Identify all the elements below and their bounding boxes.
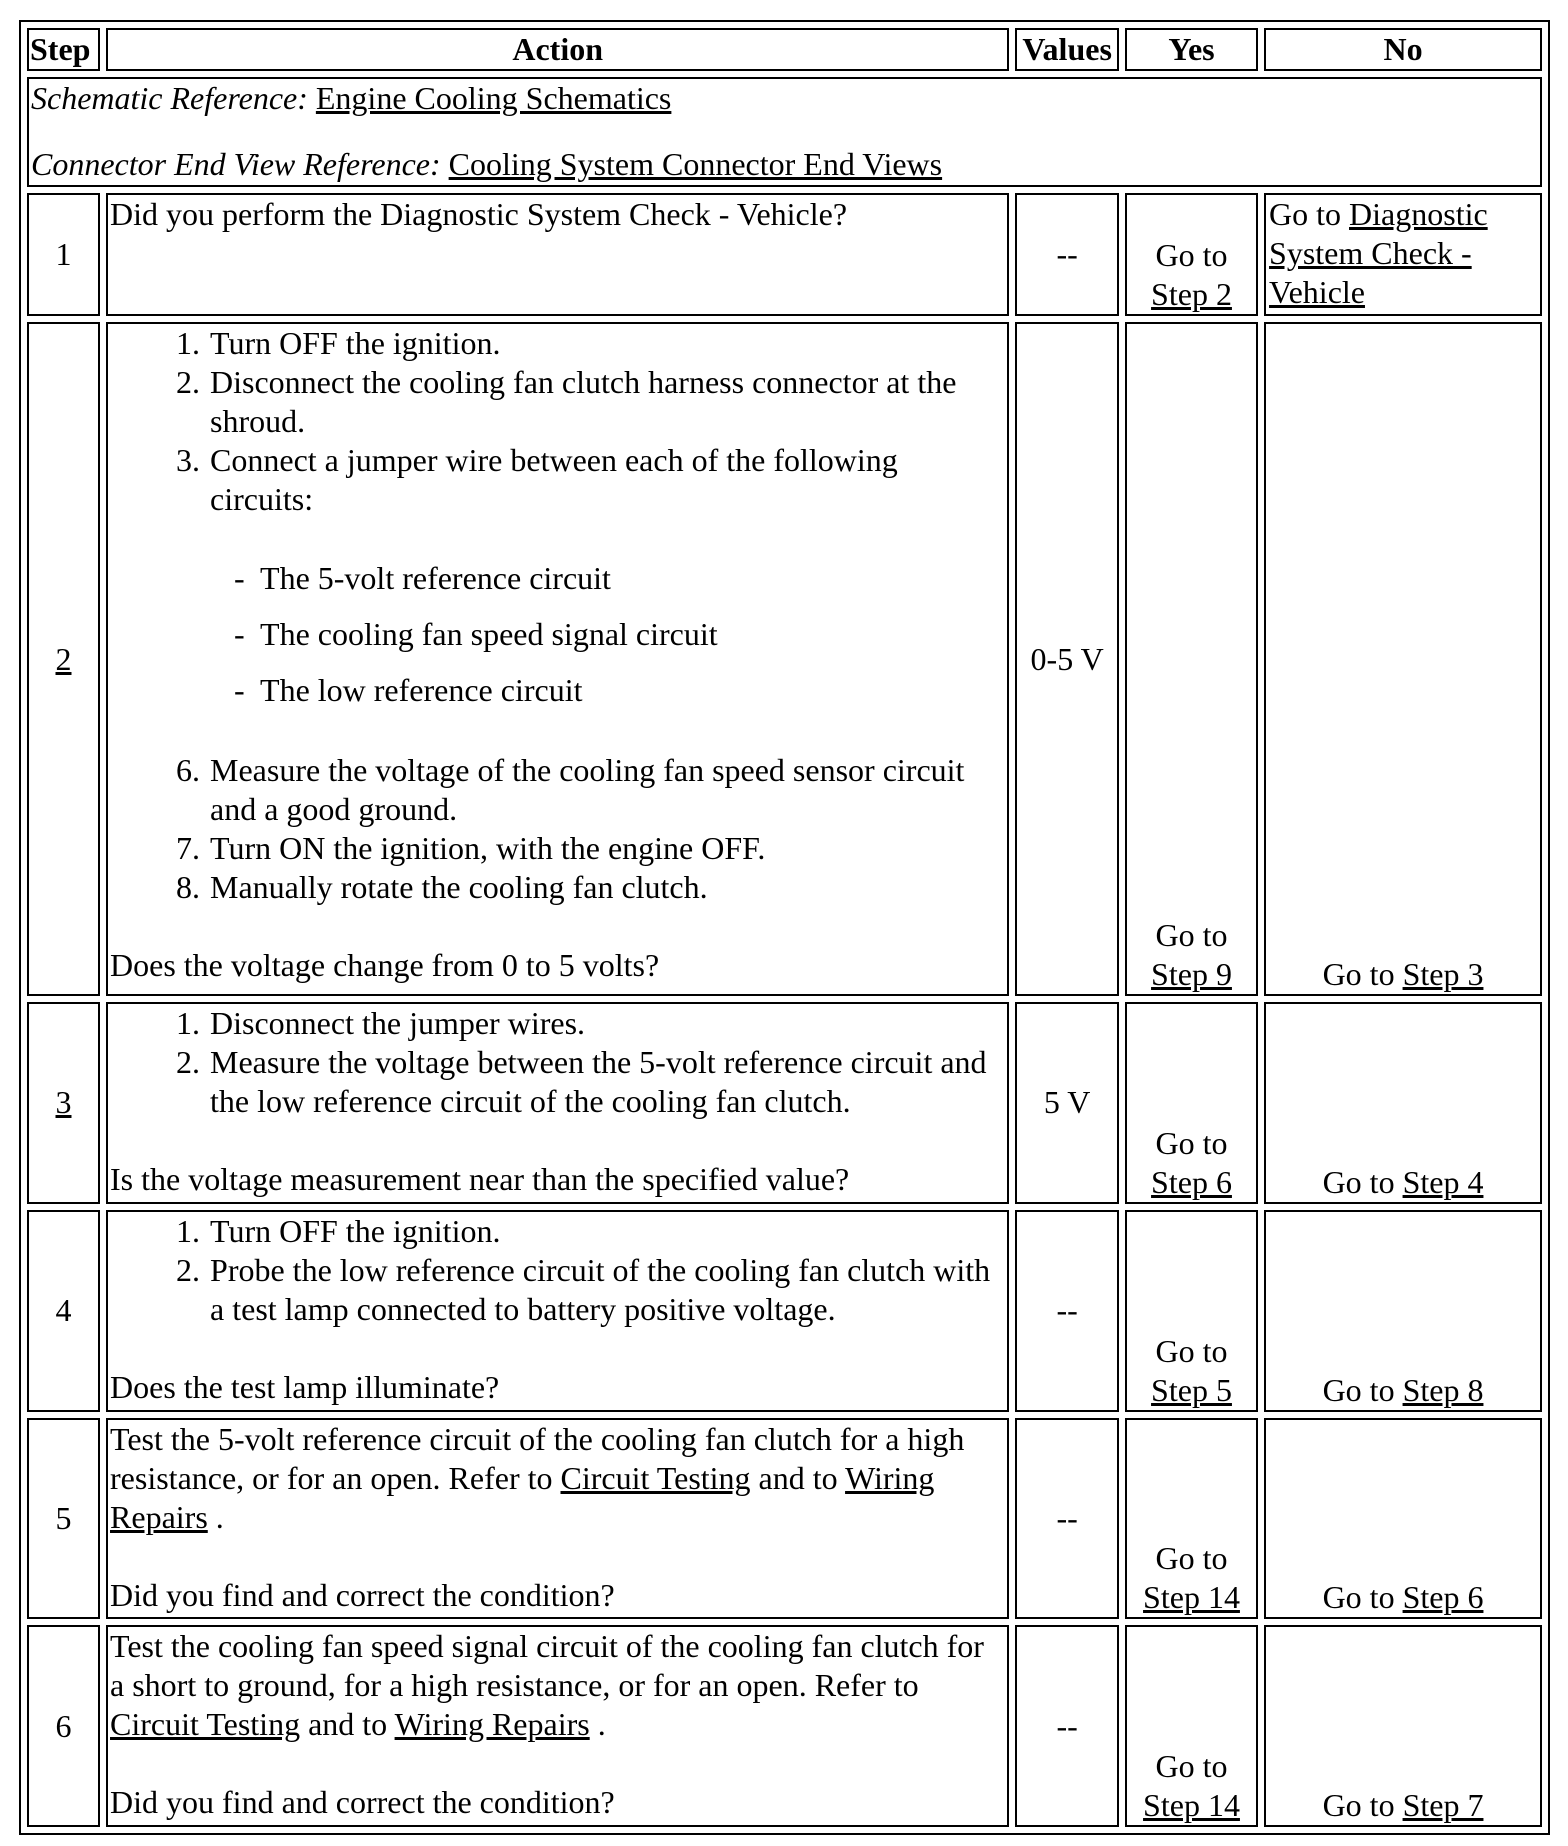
values-cell: -- [1015,1210,1119,1412]
list-item: 8. Manually rotate the cooling fan clutch. [176,869,708,906]
no-link[interactable]: Step 6 [1402,1579,1484,1616]
no-text: Go to [1322,956,1395,993]
no-cell [1264,1002,1542,1204]
no-header: No [1264,28,1542,71]
list-item: - The low reference circuit [260,671,1003,727]
action-cell [106,1002,1009,1204]
no-text: Go to [1322,1787,1395,1823]
yes-cell [1125,1002,1258,1204]
no-text: Go to [1322,1579,1395,1616]
action-list [110,1004,1003,1121]
yes-text: Go to [1155,237,1228,274]
no-text: Go to [1322,1371,1395,1408]
yes-cell [1125,193,1258,316]
action-header: Action [106,28,1009,71]
table-row [27,1002,1542,1204]
no-cell [1264,322,1542,996]
step-number-link[interactable]: 3 [55,1084,72,1121]
action-cell [106,1625,1009,1827]
list-item: - The cooling fan speed signal circuit [260,615,1003,671]
action-cell [106,322,1009,996]
yes-link[interactable]: Step 2 [1151,276,1232,313]
action-question: Did you perform the Diagnostic System Check - Vehicle? [110,196,848,233]
circuit-testing-link[interactable]: Circuit Testing [110,1706,301,1743]
list-item: 3. Connect a jumper wire between each of the following circuits: [176,442,898,518]
circuit-list [110,559,1003,727]
no-link[interactable]: Step 7 [1402,1787,1484,1823]
action-question: Did you find and correct the condition? [110,1576,615,1613]
yes-link[interactable]: Step 14 [1143,1579,1240,1616]
table-row [27,1625,1542,1827]
step-number: 5 [27,1418,100,1620]
action-list [110,751,1003,907]
yes-text: Go to [1155,1124,1228,1161]
values-cell: -- [1015,193,1119,316]
no-text: Go to [1269,196,1342,233]
yes-cell [1125,1625,1258,1827]
list-item: 1. Turn OFF the ignition. [176,1212,501,1249]
action-question: Does the test lamp illuminate? [110,1368,500,1405]
list-item: 2. Disconnect the cooling fan clutch harness connector at the shroud. [176,364,957,440]
step-number: 1 [27,193,100,316]
values-cell: -- [1015,1418,1119,1620]
schematic-reference-label: Schematic Reference: [31,80,308,116]
list-item: 1. Disconnect the jumper wires. [176,1005,586,1042]
step-number: 4 [27,1210,100,1412]
wiring-repairs-link[interactable]: Wiring Repairs [110,1459,935,1535]
connector-reference-label: Connector End View Reference: [31,146,441,182]
yes-cell [1125,1210,1258,1412]
action-list [110,324,1003,519]
yes-header: Yes [1125,28,1258,71]
action-text: Test the cooling fan speed signal circuit of the cooling fan clutch for a short to ground, for a high resistance, or for an open. Refer to Circuit Testing and to Wiring Repairs . [110,1628,984,1743]
step-number-link[interactable]: 2 [55,640,72,677]
no-cell [1264,1210,1542,1412]
yes-text: Go to [1155,1748,1228,1784]
table-row [27,1418,1542,1620]
action-cell [106,1210,1009,1412]
yes-link[interactable]: Step 5 [1151,1371,1232,1408]
values-header: Values [1015,28,1119,71]
values-cell: -- [1015,1625,1119,1827]
step-number: 6 [27,1625,100,1827]
connector-reference-link[interactable]: Cooling System Connector End Views [448,146,943,182]
no-text: Go to [1322,1163,1395,1200]
action-list [110,1212,1003,1329]
no-link[interactable]: Step 4 [1402,1163,1484,1200]
reference-cell [27,77,1542,187]
action-question: Does the voltage change from 0 to 5 volts? [110,947,660,984]
values-cell: 5 V [1015,1002,1119,1204]
no-link[interactable]: Step 8 [1402,1371,1484,1408]
yes-cell [1125,322,1258,996]
no-cell [1264,193,1542,316]
list-item: 6. Measure the voltage of the cooling fan speed sensor circuit and a good ground. [176,752,965,828]
yes-cell [1125,1418,1258,1620]
action-question: Did you find and correct the condition? [110,1784,615,1821]
no-link[interactable]: Step 3 [1402,956,1484,993]
yes-text: Go to [1155,917,1228,954]
schematic-reference-link[interactable]: Engine Cooling Schematics [315,80,672,116]
no-cell [1264,1625,1542,1827]
step-header: Step [27,28,100,71]
yes-text: Go to [1155,1332,1228,1369]
no-link[interactable]: Diagnostic System Check - Vehicle [1269,196,1488,311]
no-cell [1264,1418,1542,1620]
yes-link[interactable]: Step 6 [1151,1163,1232,1200]
table-row [27,322,1542,996]
header-row [27,28,1542,71]
reference-row [27,77,1542,187]
yes-link[interactable]: Step 14 [1143,1787,1240,1823]
list-item: 2. Probe the low reference circuit of the cooling fan clutch with a test lamp connected to battery positive voltage. [176,1251,991,1327]
wiring-repairs-link[interactable]: Wiring Repairs [394,1706,590,1743]
table-row [27,193,1542,316]
action-question: Is the voltage measurement near than the specified value? [110,1161,850,1198]
action-cell [106,193,1009,316]
yes-text: Go to [1155,1540,1228,1577]
yes-link[interactable]: Step 9 [1151,956,1232,993]
list-item: - The 5-volt reference circuit [260,559,1003,615]
list-item: 7. Turn ON the ignition, with the engine OFF. [176,830,766,867]
list-item: 2. Measure the voltage between the 5-volt reference circuit and the low reference circuit of the cooling fan clutch. [176,1044,987,1120]
values-cell: 0-5 V [1015,322,1119,996]
circuit-testing-link[interactable]: Circuit Testing [560,1459,751,1496]
list-item: 1. Turn OFF the ignition. [176,325,501,362]
action-text: Test the 5-volt reference circuit of the cooling fan clutch for a high resistance, or for an open. Refer to Circuit Testing and to Wiring Repairs . [110,1420,965,1535]
diagnostic-table [19,20,1550,1835]
table-row [27,1210,1542,1412]
action-cell [106,1418,1009,1620]
